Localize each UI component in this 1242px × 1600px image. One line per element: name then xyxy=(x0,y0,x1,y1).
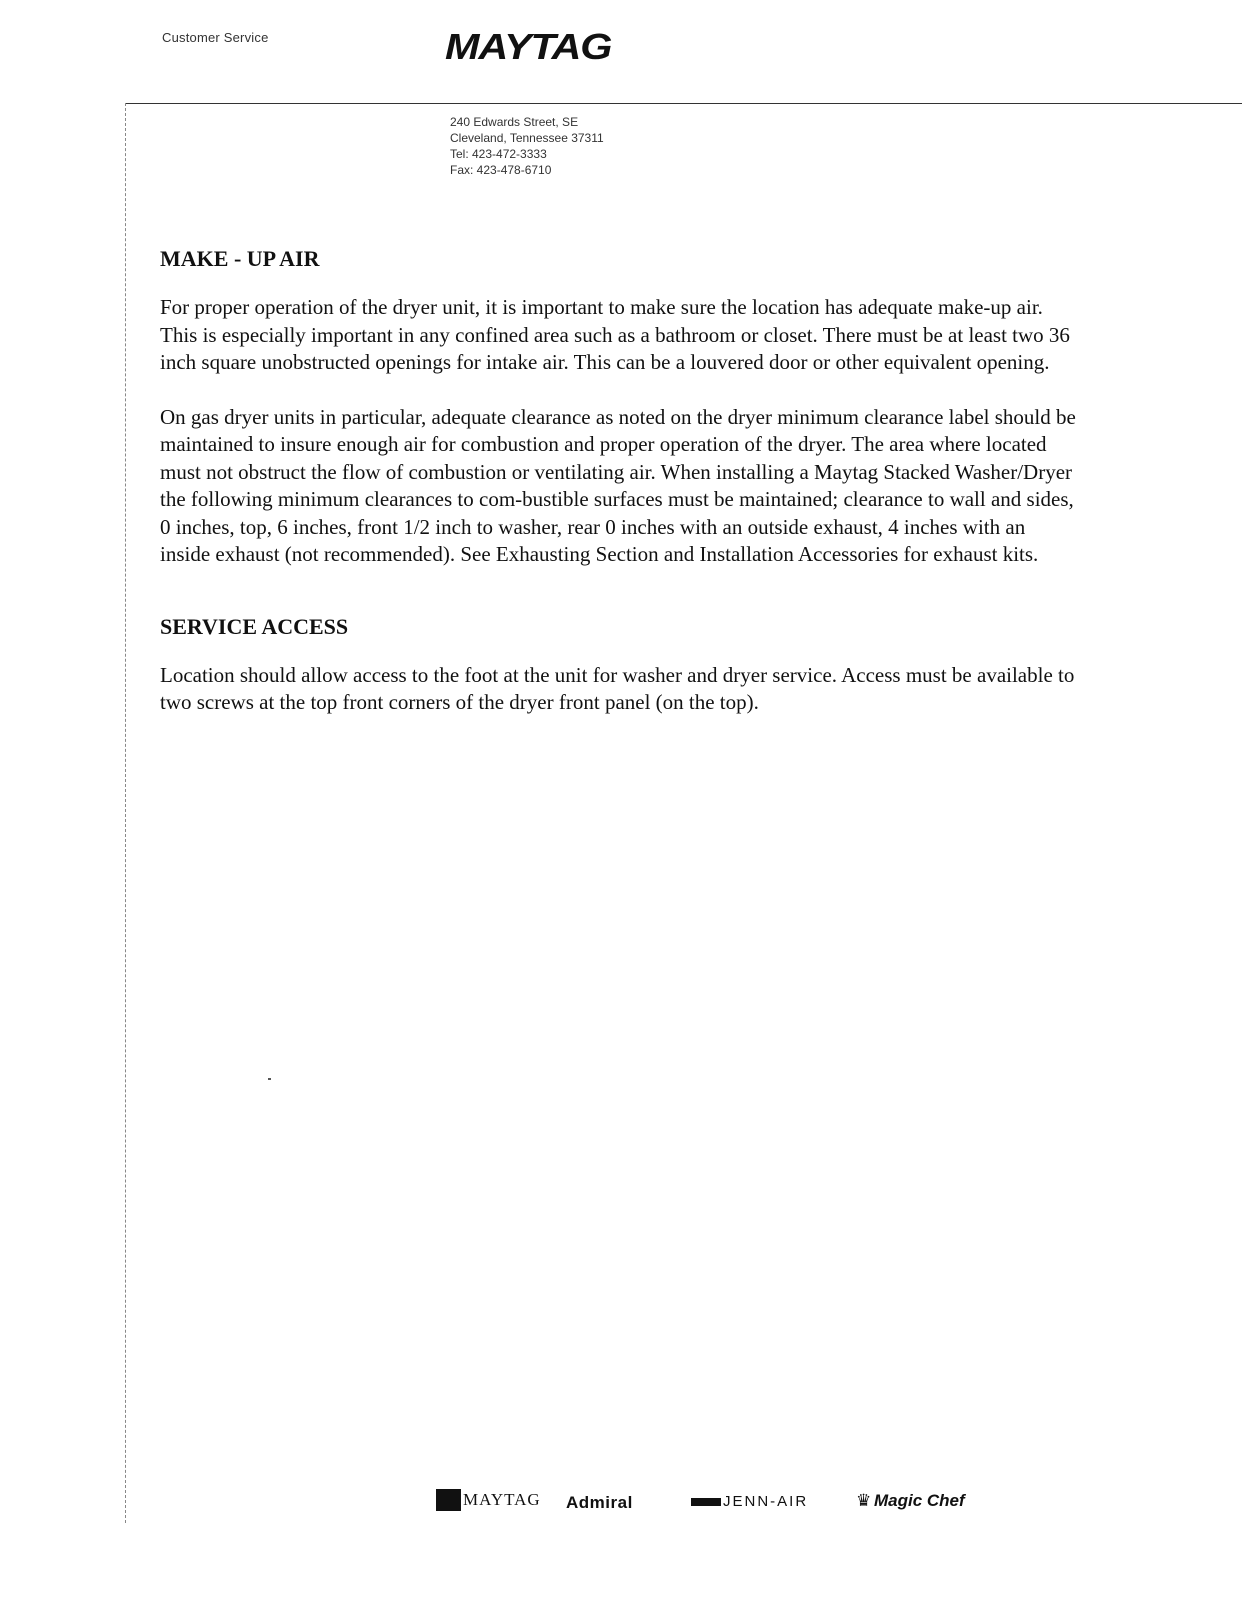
footer-brand-maytag-label: MAYTAG xyxy=(463,1490,541,1509)
paragraph-service-access-1: Location should allow access to the foot at the unit for washer and dryer service. Access must be available to two screws at the top front corners of the dryer front panel (on the top). xyxy=(160,662,1075,714)
document-body xyxy=(160,246,1080,744)
paragraph-make-up-air-2: On gas dryer units in particular, adequate clearance as noted on the dryer minimum clearance label should be maintained to insure enough air for combustion and proper operation of the dryer. The area where located must not obstruct the flow of combustion or ventilating air. When installing a Maytag Stacked Washer/Dryer the following minimum clearances to com-bustible surfaces must be maintained; clearance to wall and sides, 0 inches, top, 6 inches, front 1/2 inch to washer, rear 0 inches with an outside exhaust, 4 inches with an inside exhaust (not recommended). See Exhausting Section and Installation Accessories for exhaust kits. xyxy=(160,404,1076,566)
margin-rule xyxy=(125,103,126,1523)
address-city: Cleveland, Tennessee 37311 xyxy=(450,131,604,145)
footer-brand-maytag xyxy=(436,1489,541,1511)
jenn-air-bar-icon xyxy=(691,1498,721,1506)
footer-brand-admiral: Admiral xyxy=(566,1493,633,1512)
address-street: 240 Edwards Street, SE xyxy=(450,115,579,129)
section-heading-service-access: SERVICE ACCESS xyxy=(160,613,349,639)
paragraph-make-up-air-1: For proper operation of the dryer unit, it is important to make sure the location has adequate make-up air. This is especially important in any confined area such as a bathroom or closet. There must be at least two 36 inch square unobstructed openings for intake air. This can be a louvered door or other equivalent opening. xyxy=(160,295,1070,374)
address-tel: Tel: 423-472-3333 xyxy=(450,147,547,161)
footer-brand-magic-chef-label: Magic Chef xyxy=(874,1491,965,1510)
address-fax: Fax: 423-478-6710 xyxy=(450,163,552,177)
footer-brand-magic-chef xyxy=(856,1491,965,1511)
footer-brands xyxy=(436,1487,996,1517)
department-label: Customer Service xyxy=(162,30,269,45)
header-rule xyxy=(125,103,1242,104)
address-block xyxy=(450,114,604,178)
maytag-logo: MAYTAG xyxy=(445,26,612,67)
scan-speck xyxy=(268,1078,271,1080)
section-heading-make-up-air: MAKE - UP AIR xyxy=(160,246,320,271)
maytag-m-icon xyxy=(436,1489,461,1511)
footer-brand-jenn-air xyxy=(691,1493,808,1510)
chef-hat-icon: ♛ xyxy=(856,1491,872,1510)
footer-brand-jenn-air-label: JENN-AIR xyxy=(723,1493,809,1510)
